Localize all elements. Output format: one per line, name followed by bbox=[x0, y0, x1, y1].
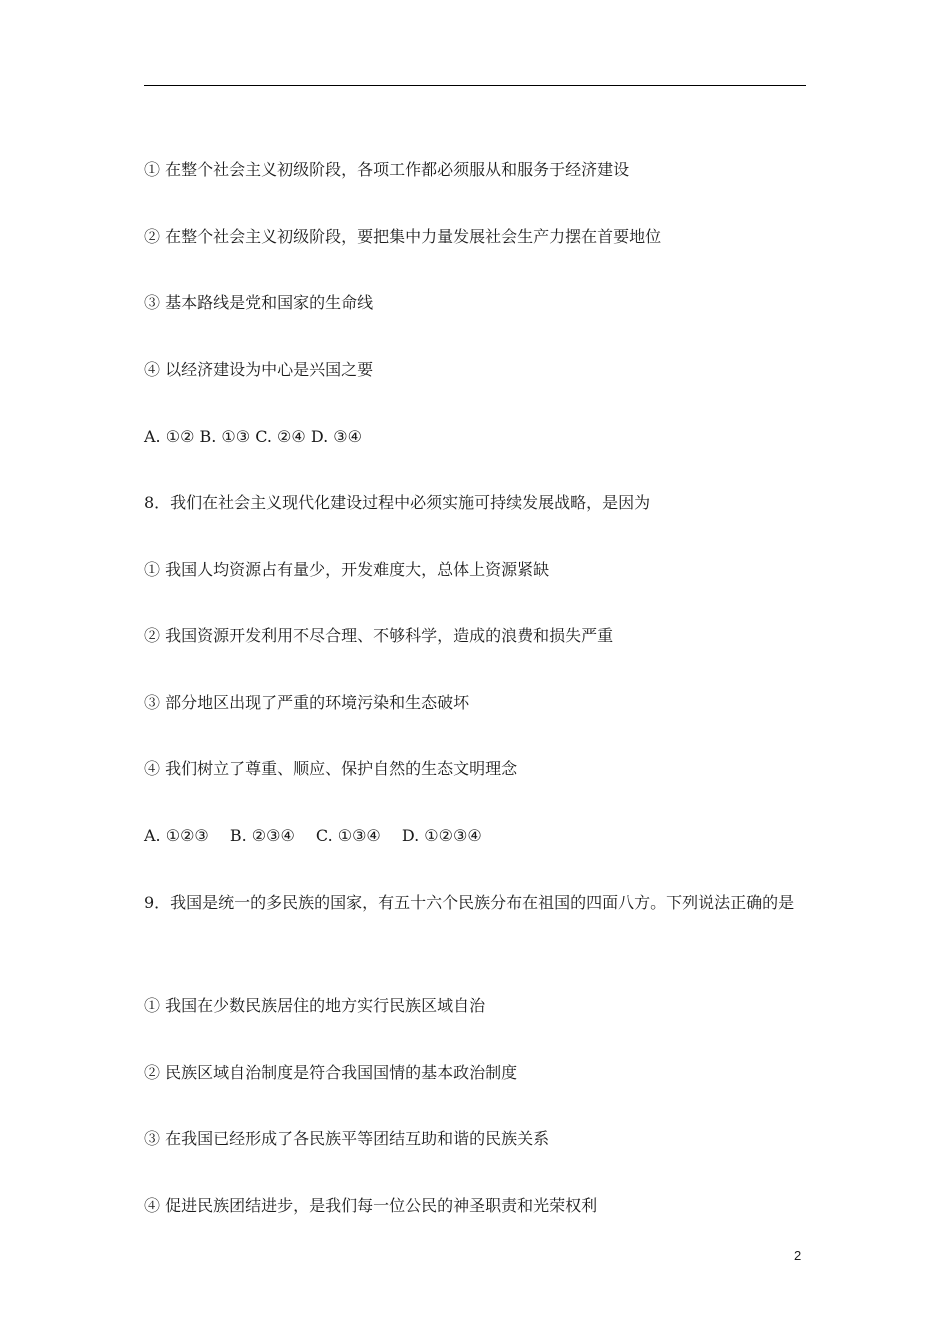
q9-statement-1: ① 我国在少数民族居住的地方实行民族区域自治 bbox=[144, 996, 486, 1015]
q8-options: A. ①②③ B. ②③④ C. ①③④ D. ①②③④ bbox=[144, 826, 482, 845]
q8-question: 8．我们在社会主义现代化建设过程中必须实施可持续发展战略，是因为 bbox=[144, 493, 651, 512]
page-number: 2 bbox=[794, 1248, 802, 1263]
q7-statement-3: ③ 基本路线是党和国家的生命线 bbox=[144, 293, 374, 312]
q9-statement-2: ② 民族区域自治制度是符合我国国情的基本政治制度 bbox=[144, 1063, 518, 1082]
q8-statement-3: ③ 部分地区出现了严重的环境污染和生态破坏 bbox=[144, 693, 470, 712]
q7-statement-4: ④ 以经济建设为中心是兴国之要 bbox=[144, 360, 374, 379]
q9-statement-4: ④ 促进民族团结进步，是我们每一位公民的神圣职责和光荣权利 bbox=[144, 1196, 598, 1215]
header-rule bbox=[144, 85, 806, 86]
q9-statement-3: ③ 在我国已经形成了各民族平等团结互助和谐的民族关系 bbox=[144, 1129, 550, 1148]
q9-question: 9．我国是统一的多民族的国家，有五十六个民族分布在祖国的四面八方。下列说法正确的是 bbox=[144, 893, 795, 912]
q8-statement-2: ② 我国资源开发利用不尽合理、不够科学，造成的浪费和损失严重 bbox=[144, 626, 614, 645]
q7-statement-2: ② 在整个社会主义初级阶段，要把集中力量发展社会生产力摆在首要地位 bbox=[144, 227, 662, 246]
q8-statement-4: ④ 我们树立了尊重、顺应、保护自然的生态文明理念 bbox=[144, 759, 518, 778]
q7-statement-1: ① 在整个社会主义初级阶段，各项工作都必须服从和服务于经济建设 bbox=[144, 160, 630, 179]
q8-statement-1: ① 我国人均资源占有量少，开发难度大，总体上资源紧缺 bbox=[144, 560, 550, 579]
q7-options: A. ①② B. ①③ C. ②④ D. ③④ bbox=[144, 427, 362, 446]
